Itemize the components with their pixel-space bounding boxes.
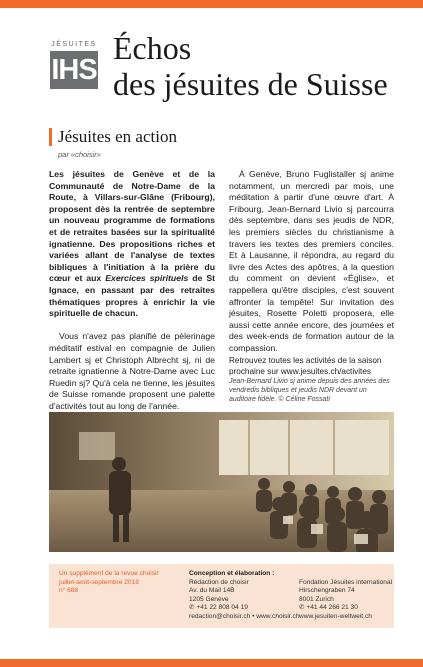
- masthead-title-line1: Échos: [113, 30, 192, 66]
- ihs-logo: [50, 40, 98, 90]
- footer-foundation: [299, 570, 392, 622]
- logo-caption: JÉSUITES: [51, 41, 97, 48]
- photo-audience: [49, 412, 394, 552]
- bottom-accent-bar: [0, 659, 423, 667]
- section-title: Jésuites en action: [58, 127, 177, 146]
- lead-text-2: de St Ignace, en passant par des retraites thématiques propres à enrichir la vie spirituelle de chacun.: [49, 273, 216, 319]
- footer-foundation-street: Hirschengraben 74: [299, 587, 355, 595]
- footer-foundation-web[interactable]: www.jesuiten-weltweit.ch: [299, 612, 372, 620]
- footer-supplement-line: Un supplément de la revue choisir: [59, 570, 159, 577]
- footer-phone: ✆ +41 22 808 04 19: [189, 604, 248, 612]
- activities-link-text: Retrouvez toutes les activités de la saison prochaine sur www.jesuites.ch/activites: [229, 355, 382, 376]
- body-paragraph-2: À Genève, Bruno Fuglistaller sj anime notamment, un mercredi par mois, une méditation à partir d'une œuvre d'art. À Fribourg, Jean-Bernard Livio sj parcourra dès septembre, dans ses jeudis de NDR, les premiers siècles du christianisme à travers les textes des premiers conciles. Et à Lausanne, il répondra, au regard du livre des Actes des apôtres, à la question du comment on devient «Église», et rappellera qu'être disciples, c'est souvent affronter la tempête! Sur invitation des jésuites, Rosette Poletti proposera, elle aussi cette année encore, des journées et des week-ends de formation autour de la compassion.: [229, 169, 394, 353]
- photo-caption: Jean-Bernard Livio sj anime depuis des années des vendredis bibliques et jeudis NDR devant un auditoire fidèle. © Céline Fossati: [229, 377, 390, 403]
- footer-info-box: [49, 564, 394, 628]
- footer-foundation-city: 8001 Zurich: [299, 595, 334, 603]
- footer-conception-title: Conception et élaboration :: [189, 570, 275, 577]
- footer-street: Av. du Mail 14B: [189, 587, 235, 595]
- footer-issue-number: n° 688: [59, 587, 79, 595]
- lead-text-1: Les jésuites de Genève et de la Communauté de Notre-Dame de la Route, à Villars-sur-Glâne (Fribourg), proposent dès la rentrée de septembre un nouveau programme de formations et de retraites basées sur la spiritualité ignatienne. Des propositions riches et variées allant de l'analyse de textes bibliques à l'initiation à la prière du cœur et aux: [49, 169, 215, 284]
- column-right: [229, 169, 394, 404]
- footer-issue-date: juillet-août-septembre 2018: [59, 578, 139, 586]
- body-paragraph-1: Vous n'avez pas planifié de pèlerinage méditatif estival en compagnie de Julien Lambert sj et Christoph Albrecht sj, ni de retraite ignatienne à Notre-Dame avec Luc Ruedin sj? Qu'à cela ne tienne, les jésuites de Suisse romande proposent une palette d'activités tout au long de l'année.: [49, 331, 215, 411]
- footer-conception: [189, 570, 300, 622]
- byline: par «choisir»: [58, 150, 101, 159]
- footer-foundation-phone: ✆ +41 44 266 21 30: [299, 604, 358, 612]
- masthead-title-line2: des jésuites de Suisse: [113, 66, 388, 102]
- top-accent-bar: [0, 0, 423, 8]
- footer-web-email[interactable]: redaction@choisir.ch • www.choisir.ch: [189, 612, 300, 620]
- photo-illustration: [49, 412, 394, 552]
- footer-foundation-name: Fondation Jésuites international: [299, 578, 393, 586]
- footer-supplement: [59, 570, 159, 596]
- column-left: [49, 169, 215, 412]
- lead-emphasis: Exercices spirituels: [105, 273, 189, 284]
- section-marker: [49, 128, 52, 146]
- footer-redaction: Rédaction de choisir: [189, 578, 249, 586]
- lead-paragraph: [49, 169, 215, 320]
- footer-city: 1205 Genève: [189, 595, 229, 603]
- logo-monogram: IHS: [50, 51, 98, 89]
